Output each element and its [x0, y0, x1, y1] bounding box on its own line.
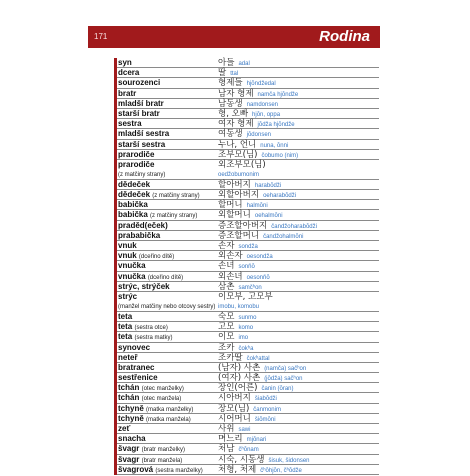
czech-note: (sestra otce) [134, 325, 168, 332]
row-marker [114, 404, 117, 414]
czech-note: (z matčiny strany) [150, 213, 198, 220]
korean-word: 숙모 [218, 311, 235, 322]
vocab-row [117, 200, 379, 210]
transliteration: komo [238, 325, 254, 332]
czech-note: (sestra manželky) [155, 467, 203, 474]
transliteration: sunmo [238, 314, 257, 321]
czech-word: bratr [118, 88, 137, 98]
czech-word: sourozenci [118, 78, 161, 88]
czech-word: strýc [118, 291, 138, 301]
vocab-row [117, 404, 379, 414]
czech-term [118, 99, 164, 109]
row-marker [114, 322, 117, 332]
transliteration: oesondža [246, 254, 273, 261]
korean-word: 외손녀 [218, 271, 243, 282]
czech-word: mladší sestra [118, 129, 170, 139]
czech-term [118, 68, 139, 78]
row-marker [114, 140, 117, 150]
czech-word: vnučka [118, 261, 146, 271]
czech-word: prarodiče [118, 149, 155, 159]
row-marker [114, 99, 117, 109]
vocab-row [117, 353, 379, 363]
row-marker [114, 424, 117, 434]
korean-word: (남자) 사촌 [218, 362, 261, 373]
vocab-row [117, 221, 379, 231]
czech-term [118, 282, 170, 292]
czech-note: (bratr manželky) [141, 447, 185, 454]
czech-word: teta [118, 322, 133, 332]
vocab-row [117, 373, 379, 383]
korean-word: 아들 [218, 58, 235, 68]
czech-word: synovec [118, 342, 151, 352]
korean-word: 손자 [218, 241, 235, 251]
czech-word: starší bratr [118, 108, 160, 118]
page-header [88, 26, 380, 48]
row-marker [114, 272, 117, 282]
transliteration: ttal [230, 71, 239, 78]
czech-word: švagr [118, 444, 140, 454]
korean-word: 할아버지 [218, 179, 251, 190]
czech-term [118, 241, 137, 251]
transliteration: samčʰon [238, 284, 262, 291]
korean-word: 시숙, 시동생 [218, 454, 265, 465]
transliteration: jŏdža hjŏndže [257, 122, 295, 129]
vocab-row [117, 312, 379, 322]
korean-word: 처남 [218, 444, 235, 455]
korean-word: 증조할머니 [218, 230, 260, 241]
vocab-row [117, 109, 379, 119]
czech-term [118, 231, 160, 241]
korean-word: 고모 [218, 322, 235, 333]
korean-word: 이모부, 고모부 [218, 291, 273, 302]
korean-word: 남동생 [218, 98, 243, 109]
korean-word: 형제들 [218, 78, 243, 89]
row-marker [114, 414, 117, 424]
vocab-row [117, 129, 379, 139]
czech-word: vnuk [118, 251, 137, 261]
vocab-row [117, 424, 379, 434]
row-marker [114, 68, 117, 78]
czech-term [118, 150, 154, 160]
transliteration: mjŏnari [246, 437, 267, 444]
transliteration: hjŏn, oppa [252, 111, 281, 118]
transliteration: halmŏni [246, 203, 268, 210]
transliteration: (namča) sačʰon [264, 365, 307, 372]
czech-term [118, 160, 154, 170]
row-marker [114, 393, 117, 403]
transliteration: nuna, ŏnni [260, 142, 289, 149]
row-marker [114, 282, 117, 292]
vocab-row [117, 58, 379, 68]
transliteration: jŏdonsen [246, 132, 271, 139]
czech-word: švagr [118, 454, 140, 464]
vocab-row [117, 444, 379, 454]
czech-term [118, 119, 142, 129]
czech-note: (dceřino dítě) [138, 254, 175, 261]
row-marker [114, 292, 117, 312]
korean-word: 시어머니 [218, 413, 251, 424]
vocab-row [117, 241, 379, 251]
czech-word: tchyně [118, 413, 144, 423]
czech-word: prarodiče [118, 159, 155, 169]
czech-note: (matka manžela) [146, 416, 191, 423]
transliteration: čanin (ŏran) [261, 386, 294, 393]
row-marker [114, 58, 117, 68]
row-marker [114, 353, 117, 363]
transliteration: sondža [238, 244, 258, 250]
vocab-row [117, 343, 379, 353]
czech-word: dědeček [118, 179, 151, 189]
korean-word: 며느리 [218, 434, 243, 445]
czech-term [118, 200, 148, 210]
czech-note: (matka manželky) [146, 406, 194, 413]
row-marker [114, 383, 117, 393]
czech-term [118, 424, 130, 434]
czech-word: strýc, strýček [118, 281, 170, 291]
transliteration: šiŏmŏni [254, 416, 276, 423]
korean-word: 여동생 [218, 129, 243, 140]
row-marker [114, 109, 117, 119]
czech-term [118, 180, 150, 190]
transliteration: čandžohalmŏni [263, 233, 304, 240]
row-marker [114, 251, 117, 261]
korean-word: 삼촌 [218, 281, 235, 292]
transliteration: šisuk, šidonsen [268, 457, 310, 464]
czech-term [118, 140, 165, 150]
czech-term [118, 129, 169, 139]
czech-word: sestřenice [118, 373, 158, 383]
korean-word: 장모(님) [218, 403, 250, 414]
transliteration: čandžoharabŏdži [271, 223, 317, 230]
korean-word: 시아버지 [218, 393, 251, 404]
row-marker [114, 221, 117, 231]
korean-word: 장인(어른) [218, 383, 258, 394]
transliteration: namdonsen [246, 101, 278, 108]
czech-note: (otec manžela) [141, 396, 182, 403]
czech-term [118, 353, 138, 363]
vocab-row [117, 393, 379, 403]
transliteration: oeharabŏdži [263, 193, 297, 200]
vocab-row [117, 68, 379, 78]
vocab-row [117, 282, 379, 292]
transliteration: čʰŏhjŏn, čʰŏdže [260, 467, 302, 474]
korean-word: 조카 [218, 342, 235, 353]
row-marker [114, 210, 117, 220]
row-marker [114, 119, 117, 129]
czech-word: mladší bratr [118, 98, 164, 108]
czech-word: vnuk [118, 241, 137, 250]
vocab-row [117, 434, 379, 444]
czech-word: tchyně [118, 403, 144, 413]
korean-word: 처형, 처제 [218, 464, 257, 475]
czech-word: dědeček [118, 190, 151, 200]
vocab-row [117, 272, 379, 282]
vocab-row [117, 322, 379, 332]
czech-term [118, 465, 203, 476]
czech-word: tchán [118, 393, 140, 403]
czech-word: švagrová [118, 464, 154, 474]
vocab-row [117, 231, 379, 241]
vocab-row [117, 292, 379, 312]
korean-word: 누나, 언니 [218, 139, 257, 150]
korean-word: (여자) 사촌 [218, 373, 261, 384]
korean-word: 형, 오빠 [218, 108, 249, 119]
czech-term [118, 343, 150, 353]
vocab-row [117, 190, 379, 200]
vocab-row [117, 99, 379, 109]
transliteration: (jŏdža) sačʰon [264, 376, 303, 383]
vocab-row [117, 251, 379, 261]
czech-term [118, 312, 132, 322]
czech-word: babička [118, 210, 148, 220]
vocab-row [117, 261, 379, 271]
transliteration: šiabŏdži [254, 396, 277, 403]
czech-note: (z matčiny strany) [152, 193, 200, 200]
czech-note: (bratr manžela) [141, 457, 183, 464]
czech-note: (sestra matky) [134, 335, 173, 342]
korean-word: 이모 [218, 332, 235, 343]
czech-term [118, 221, 168, 231]
row-marker [114, 455, 117, 465]
row-marker [114, 241, 117, 251]
row-marker [114, 444, 117, 454]
czech-note: (otec manželky) [141, 386, 184, 393]
czech-term [118, 261, 146, 271]
korean-term [218, 465, 302, 476]
vocab-row [117, 332, 379, 342]
czech-word: snacha [118, 434, 146, 444]
vocab-row [117, 210, 379, 220]
vocab-row [117, 89, 379, 99]
row-marker [114, 363, 117, 373]
row-marker [114, 373, 117, 383]
transliteration: harabŏdži [254, 182, 282, 189]
korean-word: 조부모(님) [218, 149, 258, 160]
korean-word: 외할머니 [218, 210, 251, 221]
korean-term [218, 160, 266, 170]
transliteration: sawi [238, 427, 251, 433]
czech-word: bratranec [118, 362, 155, 372]
transliteration: oehalmŏni [254, 213, 283, 220]
korean-word: 손녀 [218, 261, 235, 272]
page-number: 171 [94, 32, 108, 41]
row-marker [114, 434, 117, 444]
row-marker [114, 231, 117, 241]
czech-note: (dceřino dítě) [147, 274, 184, 281]
czech-word: teta [118, 311, 133, 321]
czech-word: prababička [118, 230, 161, 240]
transliteration: čobumo (nim) [261, 152, 299, 159]
vocabulary-list [117, 58, 379, 475]
vocab-row [117, 119, 379, 129]
czech-word: zeť [118, 424, 131, 433]
transliteration: čanmonim [253, 406, 281, 413]
korean-word: 할머니 [218, 200, 243, 211]
transliteration: imobu, komobu [218, 303, 260, 310]
czech-word: dcera [118, 68, 140, 78]
czech-word: syn [118, 58, 132, 67]
vocab-row [117, 150, 379, 160]
korean-word: 조카딸 [218, 352, 243, 363]
czech-term [118, 434, 146, 444]
row-marker [114, 180, 117, 190]
transliteration: oesonňŏ [246, 274, 270, 281]
page-title: Rodina [319, 28, 370, 45]
row-marker [114, 200, 117, 210]
vocab-row [117, 455, 379, 465]
transliteration: čokʰa [238, 345, 254, 352]
korean-word: 남자 형제 [218, 88, 254, 99]
vocab-row [117, 140, 379, 150]
korean-word: 여자 형제 [218, 119, 254, 130]
czech-word: praděd(eček) [118, 220, 168, 230]
czech-term [118, 58, 132, 68]
row-marker [114, 129, 117, 139]
transliteration: oedžobumonim [218, 171, 260, 178]
czech-word: vnučka [118, 271, 146, 281]
transliteration: čokʰattal [246, 355, 270, 362]
korean-word: 외손자 [218, 251, 243, 262]
czech-term [118, 363, 154, 373]
vocab-row [117, 383, 379, 393]
transliteration: čʰŏnam [238, 447, 259, 454]
czech-term [118, 78, 160, 88]
transliteration: imo [238, 335, 249, 342]
vocab-row [117, 414, 379, 424]
row-marker [114, 78, 117, 88]
transliteration: sonňŏ [238, 264, 255, 271]
korean-word: 딸 [218, 68, 227, 79]
row-marker [114, 89, 117, 99]
czech-term [118, 292, 137, 302]
czech-word: teta [118, 332, 133, 342]
row-marker [114, 312, 117, 322]
vocab-row [117, 363, 379, 373]
korean-word: 외할아버지 [218, 190, 260, 201]
row-marker [114, 150, 117, 160]
korean-word: 사위 [218, 424, 235, 434]
row-marker [114, 190, 117, 200]
transliteration: adal [238, 61, 250, 67]
row-marker [114, 261, 117, 271]
vocab-row [117, 160, 379, 180]
czech-term [118, 109, 160, 119]
czech-word: tchán [118, 383, 140, 393]
transliteration: namča hjŏndže [257, 91, 299, 98]
czech-term [118, 89, 136, 99]
transliteration: hjŏndžedal [246, 81, 276, 88]
vocab-row [117, 180, 379, 190]
czech-note: (z matčiny strany) [118, 171, 166, 178]
korean-term [218, 292, 273, 302]
row-marker [114, 160, 117, 180]
vocab-row [117, 78, 379, 88]
czech-word: sestra [118, 119, 142, 129]
korean-word: 외조부모(님) [218, 159, 266, 170]
czech-note: (manžel matčiny nebo otcovy sestry) [118, 303, 216, 310]
row-marker [114, 332, 117, 342]
czech-word: starší sestra [118, 139, 166, 149]
korean-word: 증조할아버지 [218, 220, 268, 231]
czech-word: babička [118, 200, 148, 210]
row-marker [114, 343, 117, 353]
czech-word: neteř [118, 352, 138, 362]
czech-term [118, 373, 158, 383]
